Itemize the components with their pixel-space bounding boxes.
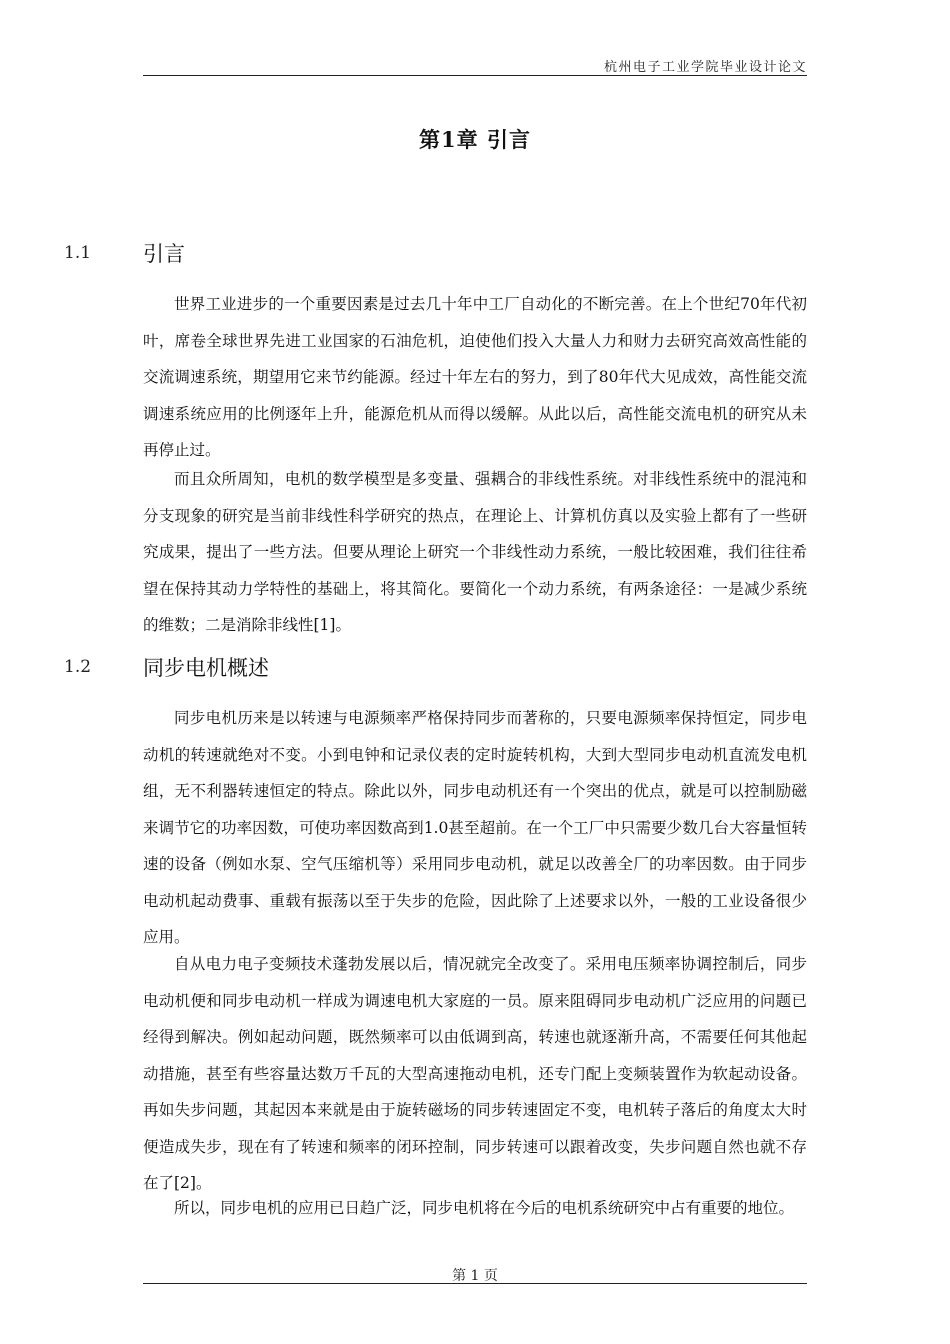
paragraph: 而且众所周知，电机的数学模型是多变量、强耦合的非线性系统。对非线性系统中的混沌和分支现象的研究是当前非线性科学研究的热点，在理论上、计算机仿真以及实验上都有了一些研究成果，提出了一些方法。但要从理论上研究一个非线性动力系统，一般比较困难，我们往往希望在保持其动力学特性的基础上，将其简化。要简化一个动力系统，有两条途径：一是减少系统的维数；二是消除非线性[1]。 — [143, 470, 807, 634]
section-number: 1.1 — [64, 243, 92, 263]
section-title: 同步电机概述 — [143, 656, 269, 680]
header-title: 杭州电子工业学院毕业设计论文 — [603, 60, 807, 75]
paragraph: 自从电力电子变频技术蓬勃发展以后，情况就完全改变了。采用电压频率协调控制后，同步电动机便和同步电动机一样成为调速电机大家庭的一员。原来阻碍同步电动机广泛应用的问题已经得到解决。例如起动问题，既然频率可以由低调到高，转速也就逐渐升高，不需要任何其他起动措施，甚至有些容量达数万千瓦的大型高速拖动电机，还专门配上变频装置作为软起动设备。再如失步问题，其起因本来就是由于旋转磁场的同步转速固定不变，电机转子落后的角度太大时便造成失步，现在有了转速和频率的闭环控制，同步转速可以跟着改变，失步问题自然也就不存在了[2]。 — [143, 955, 807, 1192]
paragraph: 同步电机历来是以转速与电源频率严格保持同步而著称的，只要电源频率保持恒定，同步电动机的转速就绝对不变。小到电钟和记录仪表的定时旋转机构，大到大型同步电动机直流发电机组，无不利器转速恒定的特点。除此以外，同步电动机还有一个突出的优点，就是可以控制励磁来调节它的功率因数，可使功率因数高到1.0甚至超前。在一个工厂中只需要少数几台大容量恒转速的设备（例如水泵、空气压缩机等）采用同步电动机，就足以改善全厂的功率因数。由于同步电动机起动费事、重载有振荡以至于失步的危险，因此除了上述要求以外，一般的工业设备很少应用。 — [143, 709, 807, 946]
header-divider — [143, 75, 807, 76]
paragraph: 所以，同步电机的应用已日趋广泛，同步电机将在今后的电机系统研究中占有重要的地位。 — [174, 1199, 795, 1217]
section-number: 1.2 — [64, 657, 92, 677]
section-title: 引言 — [143, 242, 185, 266]
chapter-title: 第1章 引言 — [419, 127, 531, 152]
page-number: 第 1 页 — [452, 1268, 498, 1284]
footer-divider — [143, 1283, 807, 1284]
paragraph: 世界工业进步的一个重要因素是过去几十年中工厂自动化的不断完善。在上个世纪70年代初叶，席卷全球世界先进工业国家的石油危机，迫使他们投入大量人力和财力去研究高效高性能的交流调速系统，期望用它来节约能源。经过十年左右的努力，到了80年代大见成效，高性能交流调速系统应用的比例逐年上升，能源危机从而得以缓解。从此以后，高性能交流电机的研究从未再停止过。 — [143, 295, 807, 459]
